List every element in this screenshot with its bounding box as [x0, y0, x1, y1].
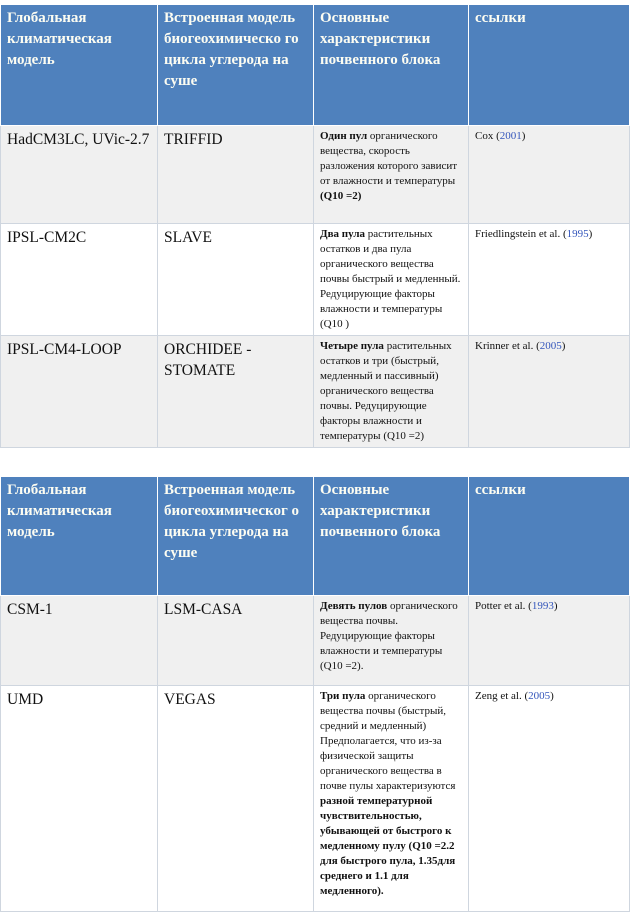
- description-text: растительных остатков и три (быстрый, медленный и пассивный) органического вещества почвы. Редуцирующие факторы влажности и температуры (Q10 =2): [320, 340, 452, 442]
- table-row: [1, 336, 630, 448]
- reference-author: Zeng et al. (: [475, 690, 529, 702]
- reference-close: ): [550, 690, 554, 702]
- description-text: органического вещества почвы (быстрый, средний и медленный) Предполагается, что из-за физической защиты органического вещества в почве пулы характеризуются: [320, 690, 456, 792]
- table-header-row: [1, 5, 630, 126]
- description-cell: [314, 596, 469, 686]
- reference-cell: [469, 126, 630, 224]
- reference-year-link[interactable]: 1995: [566, 228, 589, 240]
- header-carbon-model: Встроенная модель биогеохимическог о цикла углерода на суше: [158, 477, 314, 596]
- description-bold: Четыре пула: [320, 340, 384, 352]
- description-cell: [314, 686, 469, 912]
- reference-cell: [469, 686, 630, 912]
- reference-year-link[interactable]: 2005: [528, 690, 551, 702]
- description-bold: Девять пулов: [320, 600, 388, 612]
- description-cell: [314, 336, 469, 448]
- reference-close: ): [553, 600, 558, 612]
- header-references: ссылки: [469, 5, 630, 126]
- models-table-1: [0, 4, 630, 448]
- reference-author: Cox (: [475, 130, 500, 142]
- header-carbon-model: Встроенная модель биогеохимическо го цикла углерода на суше: [158, 5, 314, 126]
- table-row: [1, 126, 630, 224]
- description-text: растительных остатков и два пула органического вещества почвы быстрый и медленный. Редуцирующие факторы влажности и температуры (Q10 ): [320, 228, 461, 330]
- reference-year-link[interactable]: 2001: [499, 130, 522, 142]
- description-text: органического вещества почвы. Редуцирующие факторы влажности и температуры (Q10 =2).: [320, 600, 458, 672]
- model-cell: UMD: [1, 686, 158, 912]
- table-row: [1, 596, 630, 686]
- table-header-row: [1, 477, 630, 596]
- description-bold: Два пула: [320, 228, 365, 240]
- reference-author: Krinner et al. (: [475, 340, 540, 352]
- submodel-cell: SLAVE: [158, 224, 314, 336]
- reference-author: Potter et al. (: [475, 600, 532, 612]
- description-bold: Один пул: [320, 130, 368, 142]
- header-soil-characteristics: Основные характеристики почвенного блока: [314, 477, 469, 596]
- reference-cell: [469, 596, 630, 686]
- description-bold: Три пула: [320, 690, 366, 702]
- model-cell: IPSL-CM2C: [1, 224, 158, 336]
- reference-year-link[interactable]: 2005: [539, 340, 562, 352]
- reference-cell: [469, 336, 630, 448]
- description-tail: разной температурной чувствительностью, убывающей от быстрого к медленному пулу (Q10 =2.2 для быстрого пула, 1.35для среднего и 1.1 для медленного).: [320, 795, 456, 897]
- header-global-model: Глобальная климатическая модель: [1, 5, 158, 126]
- description-cell: [314, 224, 469, 336]
- reference-author: Friedlingstein et al. (: [475, 228, 567, 240]
- description-cell: [314, 126, 469, 224]
- reference-year-link[interactable]: 1993: [531, 600, 554, 612]
- table-row: [1, 224, 630, 336]
- model-cell: CSM-1: [1, 596, 158, 686]
- model-cell: HadCM3LC, UVic-2.7: [1, 126, 158, 224]
- description-text: органического вещества, скорость разложения которого зависит от влажности и температуры: [320, 130, 458, 187]
- submodel-cell: TRIFFID: [158, 126, 314, 224]
- description-tail: (Q10 =2): [320, 190, 362, 202]
- submodel-cell: ORCHIDEE - STOMATE: [158, 336, 314, 448]
- submodel-cell: LSM-CASA: [158, 596, 314, 686]
- table-row: [1, 686, 630, 912]
- reference-close: ): [588, 228, 593, 240]
- reference-close: ): [561, 340, 566, 352]
- model-cell: IPSL-CM4-LOOP: [1, 336, 158, 448]
- reference-cell: [469, 224, 630, 336]
- submodel-cell: VEGAS: [158, 686, 314, 912]
- header-soil-characteristics: Основные характеристики почвенного блока: [314, 5, 469, 126]
- reference-close: ): [521, 130, 526, 142]
- models-table-2: [0, 476, 630, 912]
- header-global-model: Глобальная климатическая модель: [1, 477, 158, 596]
- header-references: ссылки: [469, 477, 630, 596]
